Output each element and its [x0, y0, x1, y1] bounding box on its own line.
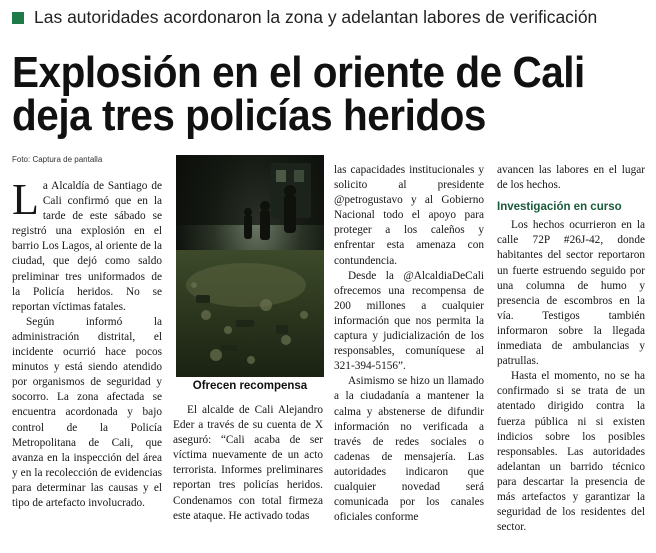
headline: Explosión en el oriente de Cali deja tres policías heridos	[12, 48, 585, 140]
column-4	[497, 163, 645, 535]
col3-paragraph-3: Asimismo se hizo un llamado a la ciudadanía a mantener la calma y abstenerse de difundir información no verificada a través de redes sociales o cadenas de mensajería. Las autoridades indicaron que cualquier novedad será comunicada por los canales oficiales conforme	[334, 375, 484, 524]
explosion-scene-image	[176, 155, 324, 377]
photo-caption: Ofrecen recompensa	[192, 380, 308, 392]
col4-paragraph-1: avancen las labores en el lugar de los hechos.	[497, 164, 645, 192]
column-1	[12, 175, 162, 511]
kicker-text: Las autoridades acordonaron la zona y adelantan labores de verificación	[34, 7, 598, 27]
column-3	[334, 163, 484, 525]
news-photo	[176, 155, 324, 377]
col2-paragraph-1: El alcalde de Cali Alejandro Eder a través de su cuenta de X aseguró: “Cali acaba de ser víctima nuevamente de un acto terrorista. Informes preliminares reportan tres policías heridos. Condenamos con total firmeza este ataque. He activado todas	[173, 404, 323, 522]
kicker-square-icon	[12, 12, 24, 24]
section-subheading: Investigación en curso	[497, 201, 622, 214]
col3-paragraph-2: Desde la @AlcaldiaDeCali ofrecemos una recompensa de 200 millones a cualquier información que nos permita la captura y judicialización de los responsables, comuníquese al 321-394-5156”.	[334, 269, 484, 373]
kicker	[12, 7, 652, 28]
col1-p1-text: a Alcaldía de Santiago de Cali confirmó que en la tarde de este sábado se registró una explosión en el barrio Los Lagos, al oriente de la ciudad, que dejó como saldo preliminar tres uniformados de la Policía heridos. No se reportan víctimas fatales.	[12, 180, 162, 313]
photo-credit: Foto: Captura de pantalla	[12, 155, 103, 164]
column-2	[173, 403, 323, 524]
col4-paragraph-2: Los hechos ocurrieron en la calle 72P #26J-42, donde habitantes del sector reportaron un fuerte estruendo seguido por una columna de humo y presencia de escombros en la vía. Testigos también informaron sobre la llegada inmediata de ambulancias y patrullas.	[497, 219, 645, 368]
col3-paragraph-1: las capacidades institucionales y solicito al presidente @petrogustavo y al Gobierno Nacional todo el apoyo para proteger a los caleños y enfrentar esta amenaza con contundencia.	[334, 164, 484, 267]
col4-paragraph-3: Hasta el momento, no se ha confirmado si se trata de un atentado dirigido contra la fuerza pública ni si existen indicios sobre los posibles responsables. Las autoridades adelantan un barrido técnico para descartar la presencia de más artefactos y garantizar la seguridad de los residentes del sector.	[497, 370, 645, 534]
col1-paragraph-1	[12, 175, 162, 315]
drop-cap: L	[12, 175, 39, 224]
col1-paragraph-2: Según informó la administración distrital, el incidente ocurrió hace pocos minutos y está siendo atendido por organismos de seguridad y socorro. La zona afectada se encuentra acordonada y bajo control de la Policía Metropolitana de Cali, que avanza en la inspección del área y en la recolección de evidencias para determinar las causas y el tipo de artefacto involucrado.	[12, 315, 162, 509]
